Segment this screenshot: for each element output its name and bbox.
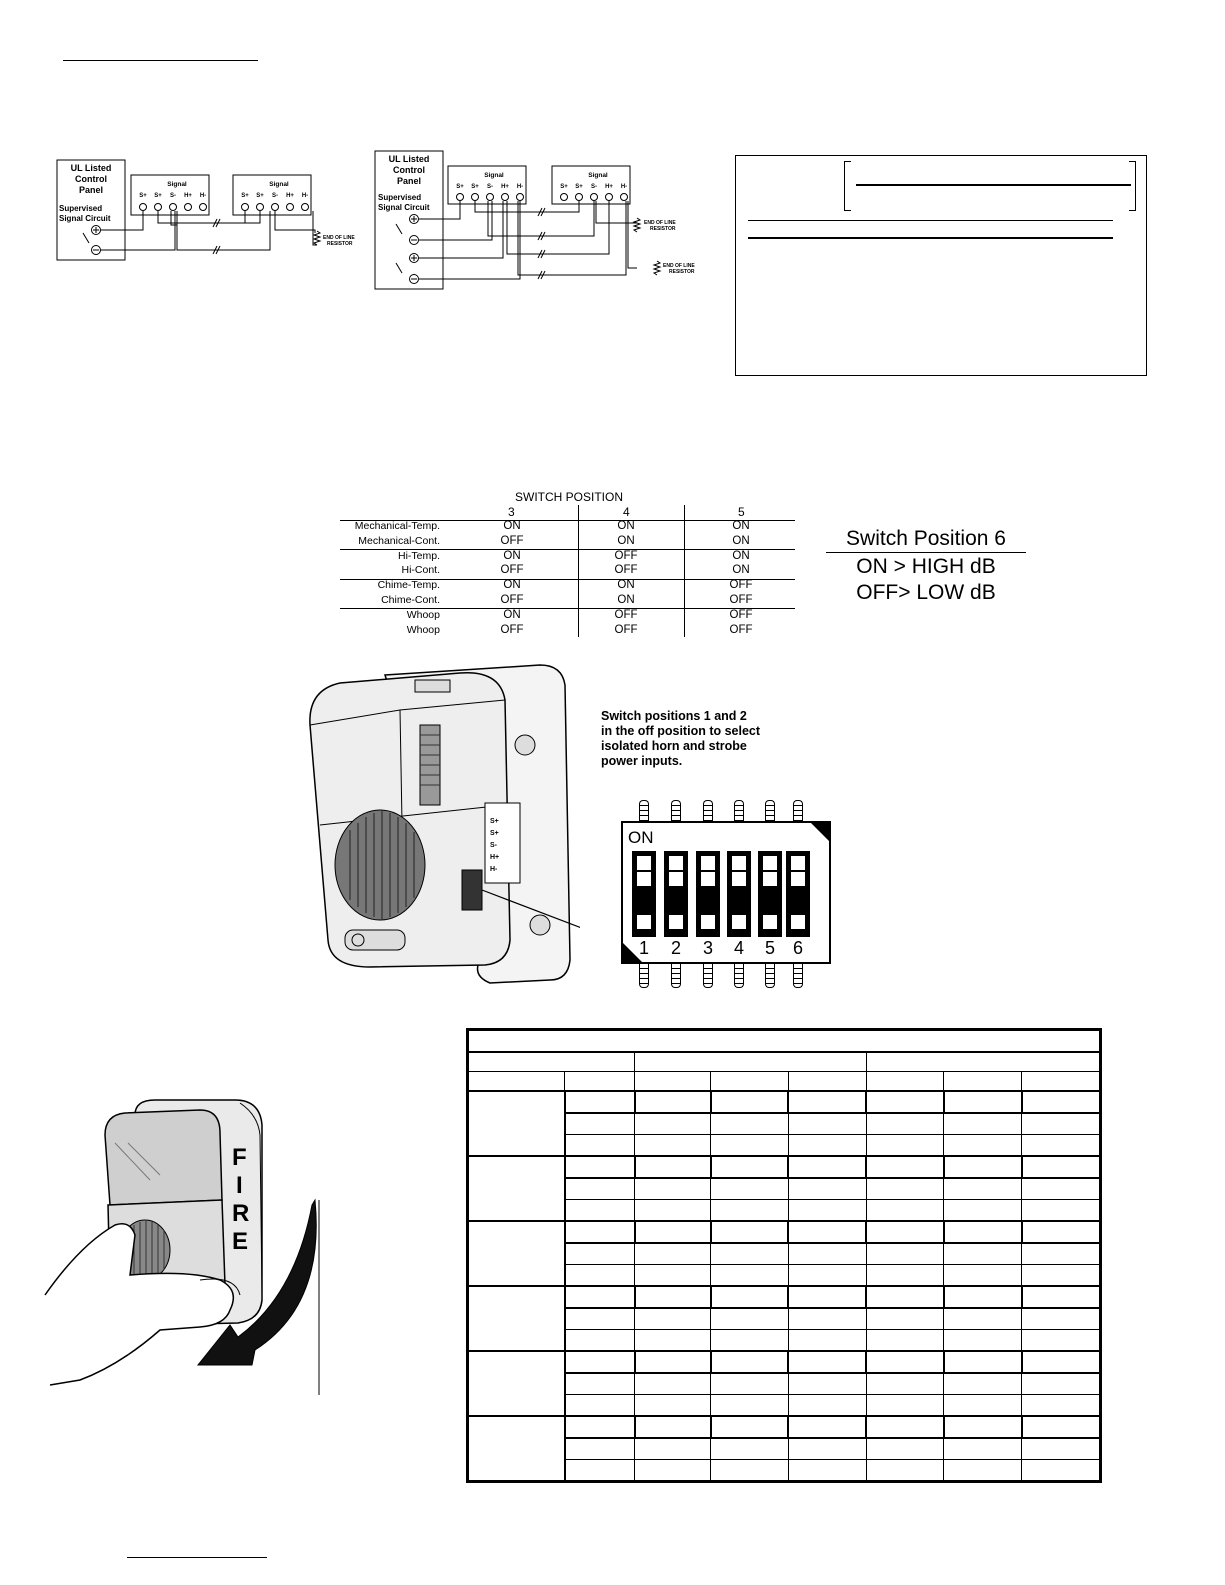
grid-cell <box>711 1395 789 1417</box>
svg-text:Signal: Signal <box>588 172 608 179</box>
grid-cell <box>711 1113 789 1135</box>
eol-label-line2: RESISTOR <box>327 241 353 247</box>
col-divider-2 <box>684 505 685 637</box>
switch-row-value: OFF <box>614 564 638 577</box>
switch-row-label: Chime-Cont. <box>381 594 440 606</box>
grid-cell <box>788 1308 866 1330</box>
box-rule-2 <box>748 220 1113 221</box>
dip-number: 5 <box>764 938 775 958</box>
col-divider-1 <box>578 505 579 637</box>
dip-on-label: ON <box>628 828 654 847</box>
switch-row-value: OFF <box>500 594 524 606</box>
switch-row-value: OFF <box>500 534 524 547</box>
dip-number: 6 <box>792 938 803 958</box>
grid-cell <box>788 1330 866 1352</box>
fire-letter-f: F <box>232 1144 247 1171</box>
grid-cell <box>866 1113 944 1135</box>
grid-cell <box>565 1091 635 1113</box>
grid-cell <box>711 1460 789 1482</box>
grid-cell <box>1022 1460 1101 1482</box>
supervised-label-line1: Supervised <box>59 204 103 213</box>
dip-switch-slot[interactable] <box>632 851 656 937</box>
grid-cell <box>468 1286 565 1351</box>
svg-text:Signal Circuit: Signal Circuit <box>378 203 430 212</box>
grid-cell <box>944 1438 1022 1460</box>
grid-cell <box>788 1373 866 1395</box>
grid-cell <box>565 1308 635 1330</box>
switch-row-value: OFF <box>500 623 524 636</box>
grid-cell <box>711 1351 789 1373</box>
grid-cell <box>1022 1330 1101 1352</box>
svg-text:S+: S+ <box>560 184 568 190</box>
grid-cell <box>944 1200 1022 1222</box>
dip-pin-top <box>765 800 775 821</box>
svg-text:Panel: Panel <box>396 176 422 186</box>
grid-cell <box>1022 1373 1101 1395</box>
grid-cell <box>944 1395 1022 1417</box>
fire-letter-i: I <box>236 1172 243 1199</box>
svg-text:S-: S- <box>487 184 493 190</box>
switch-row-value: OFF <box>729 623 753 636</box>
switch-row-value: ON <box>503 608 521 621</box>
grid-cell <box>565 1243 635 1265</box>
grid-cell <box>635 1072 711 1092</box>
panel-label-line3: Panel <box>78 185 104 195</box>
grid-cell <box>711 1416 789 1438</box>
switch6-on: ON > HIGH dB <box>856 555 996 578</box>
grid-cell <box>866 1221 944 1243</box>
grid-cell <box>866 1373 944 1395</box>
grid-cell <box>944 1113 1022 1135</box>
grid-cell <box>1022 1265 1101 1287</box>
svg-text:H+: H+ <box>184 193 192 199</box>
grid-cell <box>565 1156 635 1178</box>
grid-cell <box>711 1156 789 1178</box>
grid-cell <box>866 1265 944 1287</box>
switch-row-value: OFF <box>729 608 753 621</box>
grid-cell <box>565 1178 635 1200</box>
grid-cell <box>788 1243 866 1265</box>
svg-text:S+: S+ <box>456 184 464 190</box>
svg-text:S-: S- <box>591 184 597 190</box>
svg-text:H-: H- <box>620 184 628 190</box>
dip-number: 3 <box>702 938 713 958</box>
grid-cell <box>711 1330 789 1352</box>
switch-row-label: Mechanical-Temp. <box>354 520 440 532</box>
grid-cell <box>711 1373 789 1395</box>
grid-cell <box>711 1243 789 1265</box>
svg-text:UL Listed: UL Listed <box>388 154 430 164</box>
switch-row-value: ON <box>732 534 750 547</box>
switch-row-value: OFF <box>614 608 638 621</box>
grid-cell <box>635 1286 711 1308</box>
grid-cell <box>1022 1308 1101 1330</box>
dip-switch-knob <box>701 856 715 870</box>
switch-row-value: ON <box>732 520 750 532</box>
grid-cell <box>788 1178 866 1200</box>
svg-text:H+: H+ <box>490 854 500 861</box>
grid-cell <box>1022 1395 1101 1417</box>
grid-cell <box>866 1072 944 1092</box>
switch-position-table: SWITCH POSITION 3 4 5 Mechanical-Temp. ON ON ON Mechanical-Cont. OFF ON ON Hi-Temp. ON OFF ON Hi-Cont. OFF OFF ON Chime-Temp. ON ON OFF Chime-Cont. OFF ON OFF Whoop ON OFF OFF Whoop OFF OFF OFF <box>340 490 800 640</box>
grid-cell <box>565 1221 635 1243</box>
device-illustration <box>300 655 580 990</box>
grid-cell <box>711 1091 789 1113</box>
info-box <box>735 155 1147 376</box>
switch-table-title: SWITCH POSITION <box>515 490 623 504</box>
svg-text:S-: S- <box>272 193 278 199</box>
dip-pin-top <box>793 800 803 821</box>
dip-switch-knob <box>763 856 777 870</box>
grid-cell <box>1022 1135 1101 1157</box>
grid-cell <box>565 1135 635 1157</box>
grid-cell <box>866 1351 944 1373</box>
dip-pin-bottom <box>793 964 803 988</box>
grid-cell <box>1022 1438 1101 1460</box>
grid-cell <box>565 1072 635 1092</box>
wiring-diagram-single <box>55 155 365 265</box>
grid-cell <box>711 1072 789 1092</box>
grid-cell <box>788 1265 866 1287</box>
hand-illustration <box>40 1095 330 1405</box>
dip-pin-top <box>703 800 713 821</box>
grid-cell <box>788 1460 866 1482</box>
grid-cell <box>1022 1178 1101 1200</box>
candela-table <box>466 1028 1102 1483</box>
grid-cell <box>565 1460 635 1482</box>
grid-cell <box>635 1221 711 1243</box>
grid-cell <box>711 1438 789 1460</box>
dip-pin-top <box>639 800 649 821</box>
grid-cell <box>635 1308 711 1330</box>
grid-cell <box>711 1135 789 1157</box>
grid-cell <box>635 1395 711 1417</box>
grid-cell <box>565 1330 635 1352</box>
switch-row-value: ON <box>617 594 635 606</box>
svg-text:S+: S+ <box>154 193 162 199</box>
switch6-off: OFF> LOW dB <box>856 581 996 604</box>
grid-cell <box>711 1200 789 1222</box>
grid-cell <box>1022 1221 1101 1243</box>
grid-cell <box>944 1265 1022 1287</box>
svg-text:S-: S- <box>170 193 176 199</box>
grid-cell <box>788 1072 866 1092</box>
dip-switch-slot[interactable] <box>786 851 810 937</box>
grid-cell <box>944 1156 1022 1178</box>
grid-cell <box>866 1308 944 1330</box>
grid-cell <box>468 1351 565 1416</box>
svg-text:H+: H+ <box>501 184 509 190</box>
svg-text:S+: S+ <box>256 193 264 199</box>
grid-cell <box>944 1135 1022 1157</box>
grid-cell <box>1022 1072 1101 1092</box>
switch-row-value: ON <box>503 549 521 562</box>
grid-cell <box>1022 1200 1101 1222</box>
grid-cell <box>565 1416 635 1438</box>
switch-row-value: ON <box>732 564 750 577</box>
grid-cell <box>944 1091 1022 1113</box>
dip-switch-slot[interactable] <box>727 851 751 937</box>
svg-text:H-: H- <box>199 193 207 199</box>
grid-cell <box>944 1178 1022 1200</box>
dip-switch-slot[interactable] <box>758 851 782 937</box>
grid-cell <box>565 1286 635 1308</box>
fire-letter-r: R <box>232 1200 250 1227</box>
grid-cell <box>866 1052 1100 1072</box>
dip-pin-bottom <box>703 964 713 988</box>
panel-label-line2: Control <box>75 174 107 184</box>
svg-text:H-: H- <box>516 184 524 190</box>
svg-text:END OF LINE: END OF LINE <box>663 263 695 269</box>
header-rule <box>63 60 258 61</box>
grid-cell <box>944 1286 1022 1308</box>
grid-cell <box>866 1156 944 1178</box>
svg-text:END OF LINE: END OF LINE <box>644 220 676 226</box>
svg-text:S+: S+ <box>471 184 479 190</box>
grid-cell <box>635 1200 711 1222</box>
grid-cell <box>635 1438 711 1460</box>
switch-row-value: OFF <box>729 594 753 606</box>
switch-row-label: Chime-Temp. <box>377 579 440 592</box>
switch-row-value: OFF <box>729 579 753 592</box>
dip-number: 1 <box>638 938 649 958</box>
grid-cell <box>635 1156 711 1178</box>
switch-row-value: ON <box>732 549 750 562</box>
box-rule-1 <box>856 184 1131 186</box>
switch-row-value: OFF <box>614 549 638 562</box>
grid-cell <box>866 1438 944 1460</box>
switch6-legend <box>826 527 1026 605</box>
svg-text:S+: S+ <box>490 818 499 825</box>
box-rule-3 <box>748 237 1113 239</box>
supervised-label-line2: Signal Circuit <box>59 214 111 223</box>
grid-cell <box>788 1395 866 1417</box>
grid-cell <box>565 1265 635 1287</box>
grid-cell <box>1022 1243 1101 1265</box>
dip-switch-slot[interactable] <box>696 851 720 937</box>
grid-cell <box>635 1416 711 1438</box>
panel-label-line1: UL Listed <box>70 163 112 173</box>
grid-cell <box>944 1243 1022 1265</box>
grid-cell <box>468 1221 565 1286</box>
grid-cell <box>565 1373 635 1395</box>
grid-cell <box>565 1351 635 1373</box>
svg-text:Supervised: Supervised <box>378 193 422 202</box>
grid-cell <box>788 1135 866 1157</box>
grid-cell <box>1022 1351 1101 1373</box>
grid-cell <box>468 1416 565 1482</box>
eol-label-line1: END OF LINE <box>323 235 355 241</box>
grid-cell <box>635 1373 711 1395</box>
grid-cell <box>788 1221 866 1243</box>
grid-cell <box>635 1178 711 1200</box>
grid-cell <box>944 1416 1022 1438</box>
bracket-right <box>1129 161 1136 211</box>
svg-text:Control: Control <box>393 165 425 175</box>
grid-cell <box>711 1221 789 1243</box>
grid-cell <box>468 1030 1101 1053</box>
dip-pin-top <box>734 800 744 821</box>
grid-cell <box>866 1091 944 1113</box>
grid-cell <box>635 1091 711 1113</box>
grid-cell <box>788 1156 866 1178</box>
grid-cell <box>1022 1156 1101 1178</box>
dip-pin-top <box>671 800 681 821</box>
switch-row-value: OFF <box>500 564 524 577</box>
signal-label-1: Signal <box>167 181 187 188</box>
svg-text:RESISTOR: RESISTOR <box>650 226 676 232</box>
grid-cell <box>565 1395 635 1417</box>
grid-cell <box>635 1052 866 1072</box>
grid-cell <box>788 1416 866 1438</box>
switch-row-value: ON <box>617 579 635 592</box>
svg-text:H-: H- <box>490 866 498 873</box>
switch-row-value: ON <box>617 520 635 532</box>
svg-text:H+: H+ <box>605 184 613 190</box>
switch-row-value: OFF <box>614 623 638 636</box>
grid-cell <box>788 1286 866 1308</box>
grid-cell <box>866 1135 944 1157</box>
grid-cell <box>711 1286 789 1308</box>
dip-number: 2 <box>670 938 681 958</box>
grid-cell <box>711 1308 789 1330</box>
grid-cell <box>866 1178 944 1200</box>
grid-cell <box>944 1351 1022 1373</box>
grid-cell <box>1022 1091 1101 1113</box>
grid-cell <box>866 1286 944 1308</box>
grid-cell <box>788 1351 866 1373</box>
grid-cell <box>635 1135 711 1157</box>
grid-cell <box>565 1113 635 1135</box>
fire-letter-e: E <box>232 1228 249 1255</box>
dip-pin-bottom <box>671 964 681 988</box>
grid-cell <box>944 1072 1022 1092</box>
dip-switch-knob <box>732 856 746 870</box>
grid-cell <box>635 1113 711 1135</box>
grid-cell <box>944 1373 1022 1395</box>
dip-switch-knob <box>637 856 651 870</box>
grid-cell <box>788 1113 866 1135</box>
grid-cell <box>711 1178 789 1200</box>
dip-switch-knob <box>791 856 805 870</box>
grid-cell <box>468 1091 565 1156</box>
grid-cell <box>866 1416 944 1438</box>
dip-pin-bottom <box>734 964 744 988</box>
bracket-left <box>844 161 851 211</box>
grid-cell <box>565 1200 635 1222</box>
grid-cell <box>866 1243 944 1265</box>
svg-text:H+: H+ <box>286 193 294 199</box>
grid-cell <box>635 1243 711 1265</box>
switch-row-label: Hi-Cont. <box>401 564 440 577</box>
grid-cell <box>1022 1113 1101 1135</box>
grid-cell <box>866 1200 944 1222</box>
svg-text:RESISTOR: RESISTOR <box>669 269 695 275</box>
grid-cell <box>565 1438 635 1460</box>
switch-row-label: Whoop <box>406 623 440 636</box>
grid-cell <box>788 1200 866 1222</box>
dip-pin-bottom <box>639 964 649 988</box>
switch-row-value: ON <box>503 579 521 592</box>
dip-switch-knob <box>669 856 683 870</box>
grid-cell <box>711 1265 789 1287</box>
wiring-diagram-isolated <box>372 148 702 293</box>
signal-label-2: Signal <box>269 181 289 188</box>
grid-cell <box>944 1330 1022 1352</box>
grid-cell <box>635 1330 711 1352</box>
switch-row-label: Mechanical-Cont. <box>358 534 440 547</box>
dip-pin-bottom <box>765 964 775 988</box>
switch-row-value: ON <box>503 520 521 532</box>
grid-cell <box>866 1330 944 1352</box>
dip-switch-slot[interactable] <box>664 851 688 937</box>
svg-text:S+: S+ <box>490 830 499 837</box>
grid-cell <box>788 1438 866 1460</box>
dip-number: 4 <box>733 938 744 958</box>
switch-note: Switch positions 1 and 2 in the off position to select isolated horn and strobe power inputs. <box>601 709 761 768</box>
svg-text:Signal: Signal <box>484 172 504 179</box>
grid-cell <box>635 1351 711 1373</box>
dip-switch <box>618 800 833 995</box>
grid-cell <box>866 1395 944 1417</box>
svg-text:S+: S+ <box>575 184 583 190</box>
grid-cell <box>468 1156 565 1221</box>
grid-cell <box>1022 1286 1101 1308</box>
grid-cell <box>468 1072 565 1092</box>
grid-cell <box>468 1052 635 1072</box>
svg-text:H-: H- <box>301 193 309 199</box>
switch-row-label: Hi-Temp. <box>397 549 440 562</box>
switch-row-label: Whoop <box>406 608 440 621</box>
grid-cell <box>944 1308 1022 1330</box>
grid-cell <box>1022 1416 1101 1438</box>
svg-text:S+: S+ <box>241 193 249 199</box>
svg-text:S-: S- <box>490 842 497 849</box>
switch6-title: Switch Position 6 <box>826 527 1026 553</box>
footer-rule <box>127 1557 267 1558</box>
svg-text:S+: S+ <box>139 193 147 199</box>
grid-cell <box>866 1460 944 1482</box>
grid-cell <box>635 1265 711 1287</box>
grid-cell <box>944 1460 1022 1482</box>
switch-row-value: ON <box>617 534 635 547</box>
grid-cell <box>635 1460 711 1482</box>
grid-cell <box>944 1221 1022 1243</box>
grid-cell <box>788 1091 866 1113</box>
